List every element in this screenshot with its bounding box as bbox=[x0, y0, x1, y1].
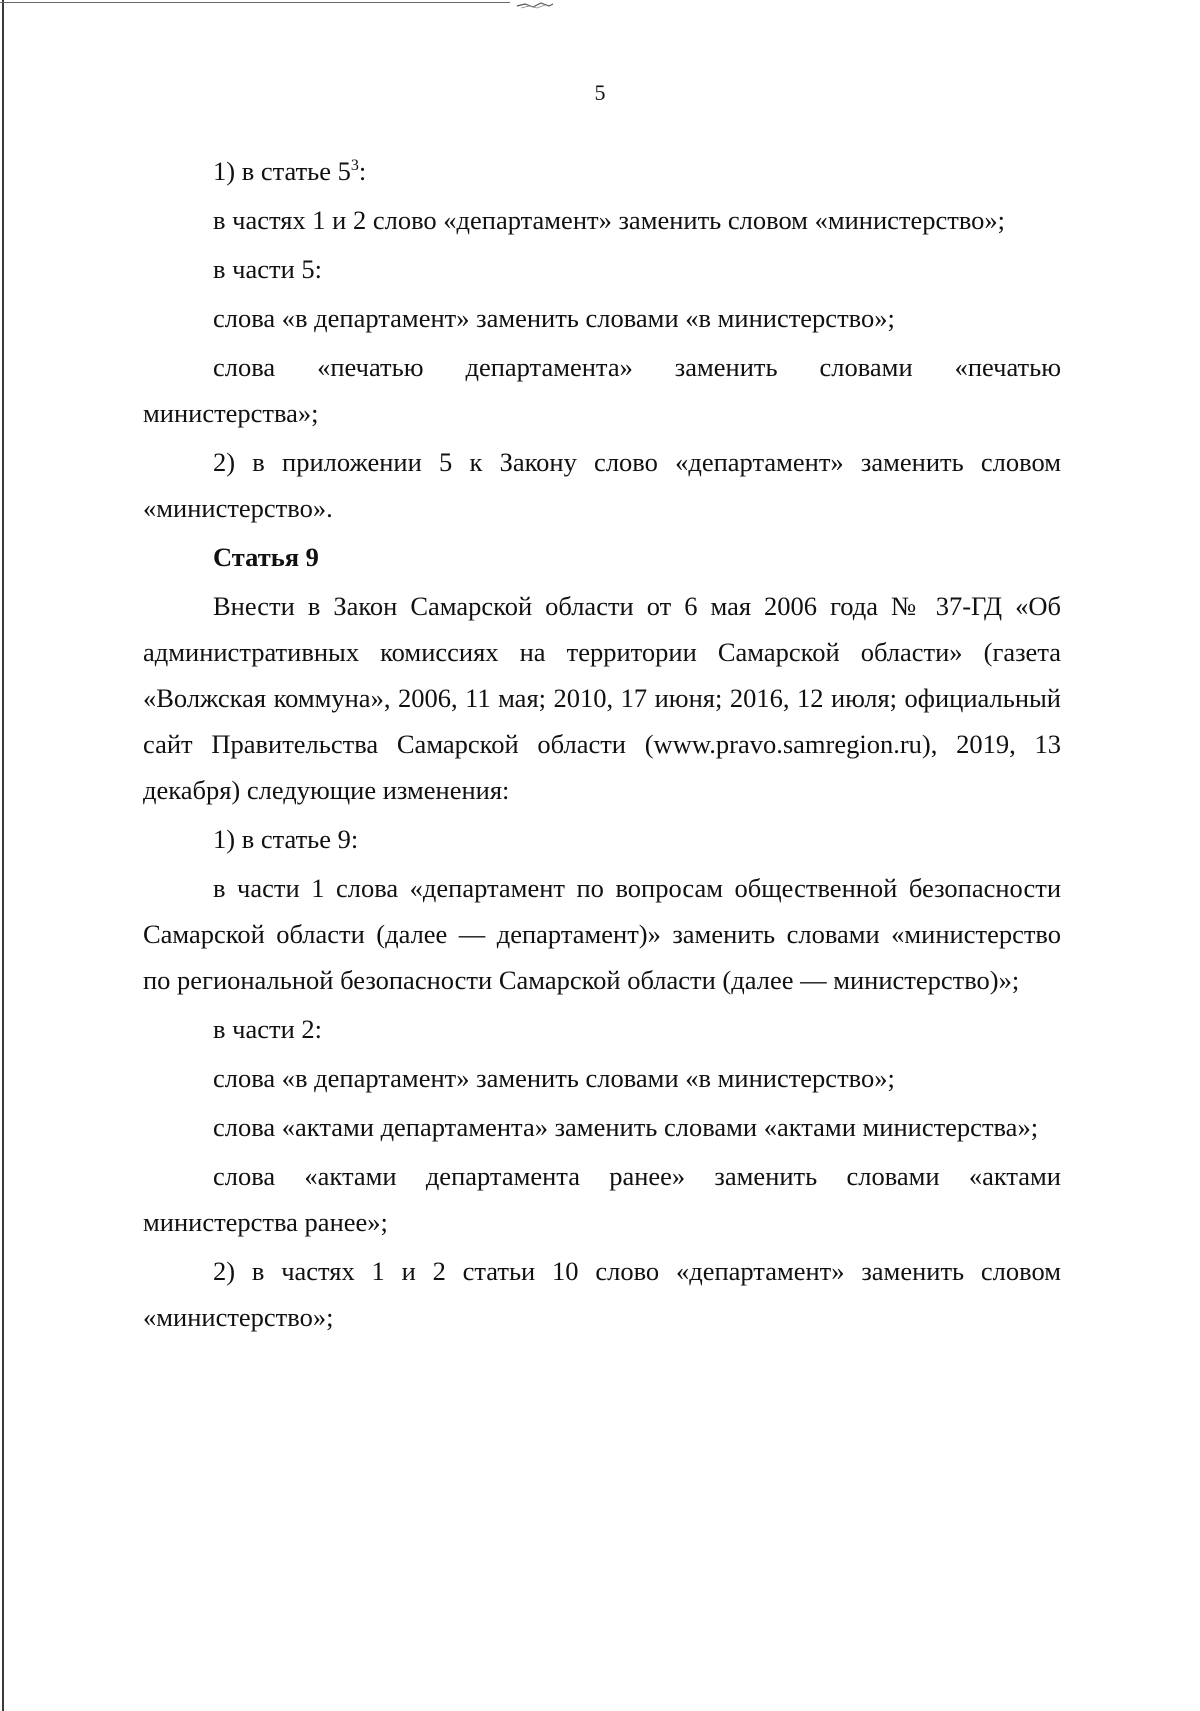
article-heading: Статья 9 bbox=[213, 542, 319, 572]
paragraph: слова «в департамент» заменить словами «в министерство»; bbox=[213, 303, 895, 333]
document-body bbox=[143, 148, 1061, 1343]
scan-left-edge bbox=[2, 0, 4, 1711]
paragraph: 2) в приложении 5 к Закону слово «департамент» заменить словом «министерство». bbox=[143, 447, 1061, 523]
page-number: 5 bbox=[594, 80, 606, 105]
paragraph: слова «печатью департамента» заменить словами «печатью министерства»; bbox=[143, 352, 1061, 428]
paragraph: 2) в частях 1 и 2 статьи 10 слово «департамент» заменить словом «министерство»; bbox=[143, 1256, 1061, 1332]
paragraph: слова «в департамент» заменить словами «в министерство»; bbox=[213, 1063, 895, 1093]
paragraph: в части 5: bbox=[213, 254, 322, 284]
superscript: 3 bbox=[350, 157, 359, 175]
scan-smudge bbox=[515, 0, 555, 10]
paragraph-text: 1) в статье 5 bbox=[213, 156, 351, 186]
paragraph: слова «актами департамента ранее» заменить словами «актами министерства ранее»; bbox=[143, 1161, 1061, 1237]
scan-top-edge bbox=[0, 2, 510, 3]
paragraph: Внести в Закон Самарской области от 6 мая 2006 года № 37-ГД «Об административных комиссиях на территории Самарской области» (газета «Волжская коммуна», 2006, 11 мая; 2010, 17 июня; 2016, 12 июля; официальный сайт Правительства Самарской области (www.pravo.samregion.ru), 2019, 13 декабря) следующие изменения: bbox=[143, 591, 1061, 805]
paragraph: слова «актами департамента» заменить словами «актами министерства»; bbox=[213, 1112, 1039, 1142]
paragraph: в части 2: bbox=[213, 1014, 322, 1044]
paragraph bbox=[143, 148, 1061, 194]
paragraph: 1) в статье 9: bbox=[213, 824, 359, 854]
paragraph: в части 1 слова «департамент по вопросам общественной безопасности Самарской области (далее — департамент)» заменить словами «министерство по региональной безопасности Самарской области (далее — министерство)»; bbox=[143, 873, 1061, 995]
paragraph-tail: : bbox=[358, 156, 367, 186]
paragraph: в частях 1 и 2 слово «департамент» заменить словом «министерство»; bbox=[213, 205, 1006, 235]
